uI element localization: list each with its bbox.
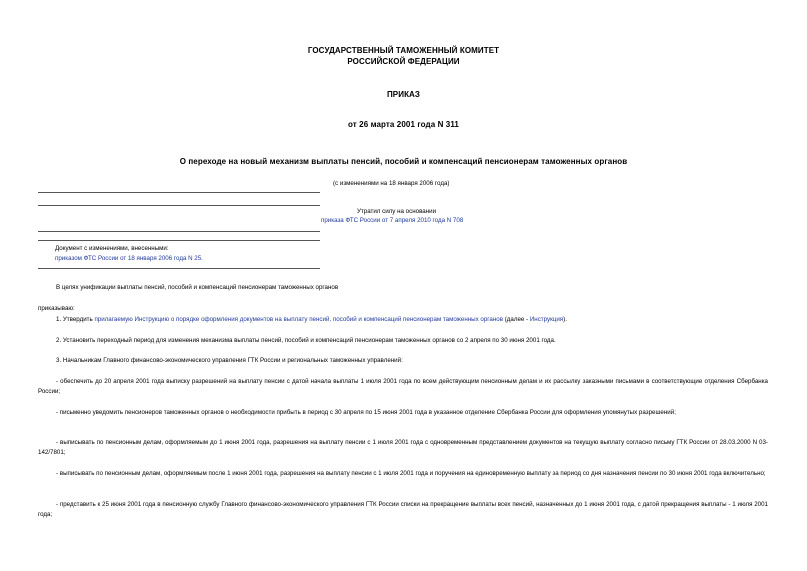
subitem-1: - обеспечить до 20 апреля 2001 года выписку разрешений на выплату пенсии с датой начала выплаты 1 июля 2001 года по всем действующим пенсионным делам и их рассылку заказными письмами в соответствующие отделения Сбербанка России; (38, 378, 768, 395)
subitem-2: - письменно уведомить пенсионеров таможенных органов о необходимости прибыть в период с 30 апреля по 15 июня 2001 года в указанное отделение Сбербанка России для оформления упомянутых разрешений; (56, 409, 676, 416)
subitem-5: - представить к 25 июня 2001 года в пенсионную службу Главного финансово-экономического управления ГТК России списки на прекращение выплаты всех пенсий, назначенных до 1 июня 2001 года, с датой прекращения выплаты - 1 июля 2001 года; (38, 501, 768, 518)
divider (38, 268, 320, 269)
divider (38, 231, 320, 232)
amendments-link[interactable]: приказом ФТС России от 18 января 2006 года N 25. (55, 255, 203, 262)
org-name-line1: ГОСУДАРСТВЕННЫЙ ТАМОЖЕННЫЙ КОМИТЕТ (307, 46, 500, 55)
doc-date: от 26 марта 2001 года N 311 (348, 120, 459, 129)
divider (38, 240, 320, 241)
changes-note: (с изменениями на 18 января 2006 года) (333, 180, 450, 187)
amendments-label: Документ с изменениями, внесенными: (55, 245, 169, 252)
subitem-3: - выписывать по пенсионным делам, оформляемым до 1 июня 2001 года, разрешения на выплату пенсии с 1 июля 2001 года с одновременным представлением документов на текущую выплату согласно письму ГТК России от 28.03.2000 N 03-142/7801; (38, 439, 768, 456)
item-1 (38, 315, 768, 325)
instruction-link[interactable]: прилагаемую Инструкцию о порядке оформления документов на выплату пенсий, пособий и компенсаций пенсионерам таможенных органов (94, 316, 504, 323)
item-1-suffix: ). (563, 316, 567, 323)
item-2: 2. Установить переходный период для изменения механизма выплаты пенсий, пособий и компенсаций пенсионерам таможенных органов со 2 апреля по 30 июня 2001 года. (56, 337, 556, 344)
instruction-short-link[interactable]: Инструкция (529, 316, 564, 323)
lapsed-label: Утратил силу на основании (357, 208, 437, 215)
lapsed-link[interactable]: приказа ФТС России от 7 апреля 2010 года N 708 (321, 217, 464, 224)
divider (38, 192, 320, 193)
subitem-4: - выписывать по пенсионным делам, оформляемым после 1 июня 2001 года, разрешения на выплату пенсии с 1 июля 2001 года и поручения на единовременную выплату за период со дня назначения пенсии по 30 июня 2001 года включительно; (56, 470, 766, 477)
item-3: 3. Начальникам Главного финансово-экономического управления ГТК России и региональных таможенных управлений: (56, 357, 403, 364)
doc-title: О переходе на новый механизм выплаты пенсий, пособий и компенсаций пенсионерам таможенных органов (179, 157, 628, 166)
divider (38, 205, 320, 206)
doc-type: ПРИКАЗ (386, 90, 421, 99)
item-1-mid: (далее - (503, 316, 530, 323)
org-name-line2: РОССИЙСКОЙ ФЕДЕРАЦИИ (347, 57, 460, 66)
item-1-prefix: 1. Утвердить (56, 316, 95, 323)
intro-paragraph: В целях унификации выплаты пенсий, пособий и компенсаций пенсионерам таможенных органов (56, 284, 339, 291)
order-word: приказываю: (38, 305, 75, 312)
